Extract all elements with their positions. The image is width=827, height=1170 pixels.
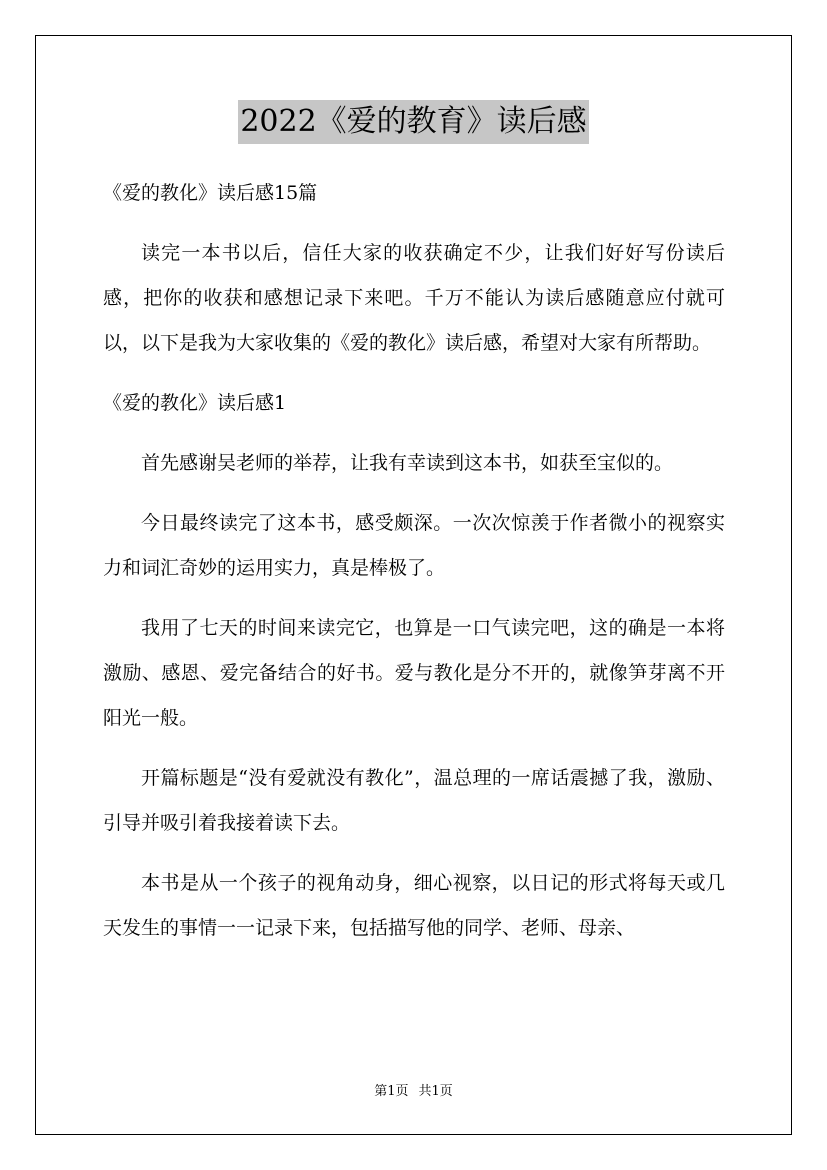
body-paragraph: 首先感谢吴老师的举荐，让我有幸读到这本书，如获至宝似的。 bbox=[141, 452, 674, 474]
page-footer bbox=[0, 1083, 827, 1101]
body-paragraph: 本书是从一个孩子的视角动身，细心视察，以日记的形式将每天或几天发生的事情一一记录下来，包括描写他的同学、老师、母亲、 bbox=[103, 872, 725, 939]
section-heading: 《爱的教化》读后感1 bbox=[103, 392, 287, 414]
document-subtitle: 《爱的教化》读后感15篇 bbox=[103, 182, 318, 204]
page-total: 共1页 bbox=[418, 1084, 453, 1099]
intro-paragraph: 读完一本书以后，信任大家的收获确定不少，让我们好好写份读后感，把你的收获和感想记录下来吧。千万不能认为读后感随意应付就可以，以下是我为大家收集的《爱的教化》读后感，希望对大家有所帮助。 bbox=[103, 242, 725, 354]
body-paragraph: 开篇标题是“没有爱就没有教化”，温总理的一席话震撼了我，激励、引导并吸引着我接着读下去。 bbox=[103, 767, 725, 834]
title-container bbox=[0, 100, 827, 144]
page-number: 第1页 bbox=[374, 1084, 409, 1099]
document-body bbox=[103, 171, 725, 966]
body-paragraph: 我用了七天的时间来读完它，也算是一口气读完吧，这的确是一本将激励、感恩、爱完备结合的好书。爱与教化是分不开的，就像笋芽离不开阳光一般。 bbox=[103, 617, 725, 729]
document-title: 2022《爱的教育》读后感 bbox=[238, 100, 588, 144]
body-paragraph: 今日最终读完了这本书，感受颇深。一次次惊羡于作者微小的视察实力和词汇奇妙的运用实力，真是棒极了。 bbox=[103, 512, 725, 579]
